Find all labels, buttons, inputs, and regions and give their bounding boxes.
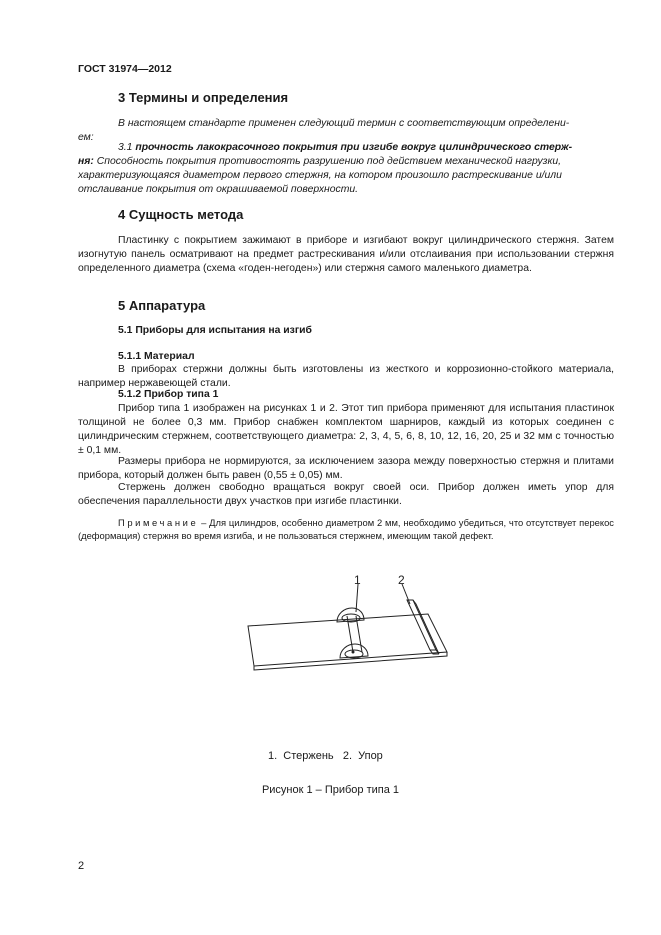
subsection-5-1-1-title: 5.1.1 Материал (118, 351, 195, 362)
callout-2-leader (402, 584, 410, 604)
note-text: – Для цилиндров, особенно диаметром 2 мм, необходимо убедиться, что отсутствует перекос (деформация) стержня во время изгиба, и не пользоваться стержнем, имеющим такой дефект. (78, 517, 614, 541)
figure-caption: Рисунок 1 – Прибор типа 1 (261, 784, 400, 796)
subsection-5-1-2-para2: Размеры прибора не нормируются, за исключением зазора между поверхностью стержня и плитами прибора, который должен быть равен (0,55 ± 0,05) мм. (78, 456, 614, 481)
term-number: 3.1 (118, 142, 136, 153)
callout-1: 1 (354, 573, 361, 587)
section-3-title: 3 Термины и определения (118, 90, 289, 105)
term-line2 (78, 155, 614, 169)
term-def-line4: отслаивание покрытия от окрашиваемой поверхности. (78, 184, 359, 195)
term-definition (78, 141, 614, 197)
term-name: прочность лакокрасочного покрытия при изгибе вокруг цилиндрического стерж- (135, 142, 573, 153)
hinge-pin (352, 651, 355, 654)
stop-outline (407, 600, 436, 650)
term-line1 (78, 141, 614, 155)
note-label: Примечание (118, 517, 199, 528)
subsection-5-1-2-title: 5.1.2 Прибор типа 1 (118, 389, 219, 400)
document-header: ГОСТ 31974—2012 (78, 63, 172, 75)
term-name-cont: ня: (78, 156, 94, 167)
section-3-intro-line1: В настоящем стандарте применен следующий термин с соответствующим определени- (118, 118, 570, 129)
callout-2: 2 (398, 573, 405, 587)
subsection-5-1-2-para1: Прибор типа 1 изображен на рисунках 1 и 2. Этот тип прибора применяют для испытания пластинок толщиной не более 0,3 мм. Прибор снабжен комплектом шарниров, каждый из которых соединен с цилиндрическим стержнем, соответствующего диаметра: 2, 3, 4, 5, 6, 8, 10, 12, 16, 20, 25 и 32 мм с точностью ± 0,1 мм. (78, 403, 614, 456)
page-number: 2 (78, 860, 85, 872)
section-4-text: Пластинку с покрытием зажимают в приборе и изгибают вокруг цилиндрического стержня. Затем изогнутую панель осматривают на предмет растрескивания и/или отслаивания при использовании стержня определенного диаметра (схема «годен-негоден») или стержня самого маленького диаметра. (78, 235, 614, 274)
term-def-line2: Способность покрытия противостоять разрушению под действием механической нагрузки, (96, 156, 562, 167)
section-3-intro-line2: ем: (78, 132, 94, 143)
figure-bending-device (240, 570, 450, 680)
callout-1-leader (356, 584, 358, 612)
note (78, 516, 614, 542)
subsection-5-1-title: 5.1 Приборы для испытания на изгиб (118, 325, 312, 336)
section-4-title: 4 Сущность метода (118, 207, 244, 222)
figure-legend: 1. Стержень 2. Упор (268, 750, 383, 762)
subsection-5-1-2-para3: Стержень должен свободно вращаться вокруг своей оси. Прибор должен иметь упор для обеспечения параллельности двух участков при изгибе пластинки. (78, 482, 614, 507)
plate-edge (254, 652, 447, 670)
subsection-5-1-1-text: В приборах стержни должны быть изготовлены из жесткого и коррозионно-стойкого материала, например нержавеющей стали. (78, 364, 614, 389)
section-5-title: 5 Аппаратура (118, 298, 206, 313)
term-def-line3: характеризующаяся диаметром первого стержня, на котором произошло растрескивание и/или (78, 170, 562, 181)
